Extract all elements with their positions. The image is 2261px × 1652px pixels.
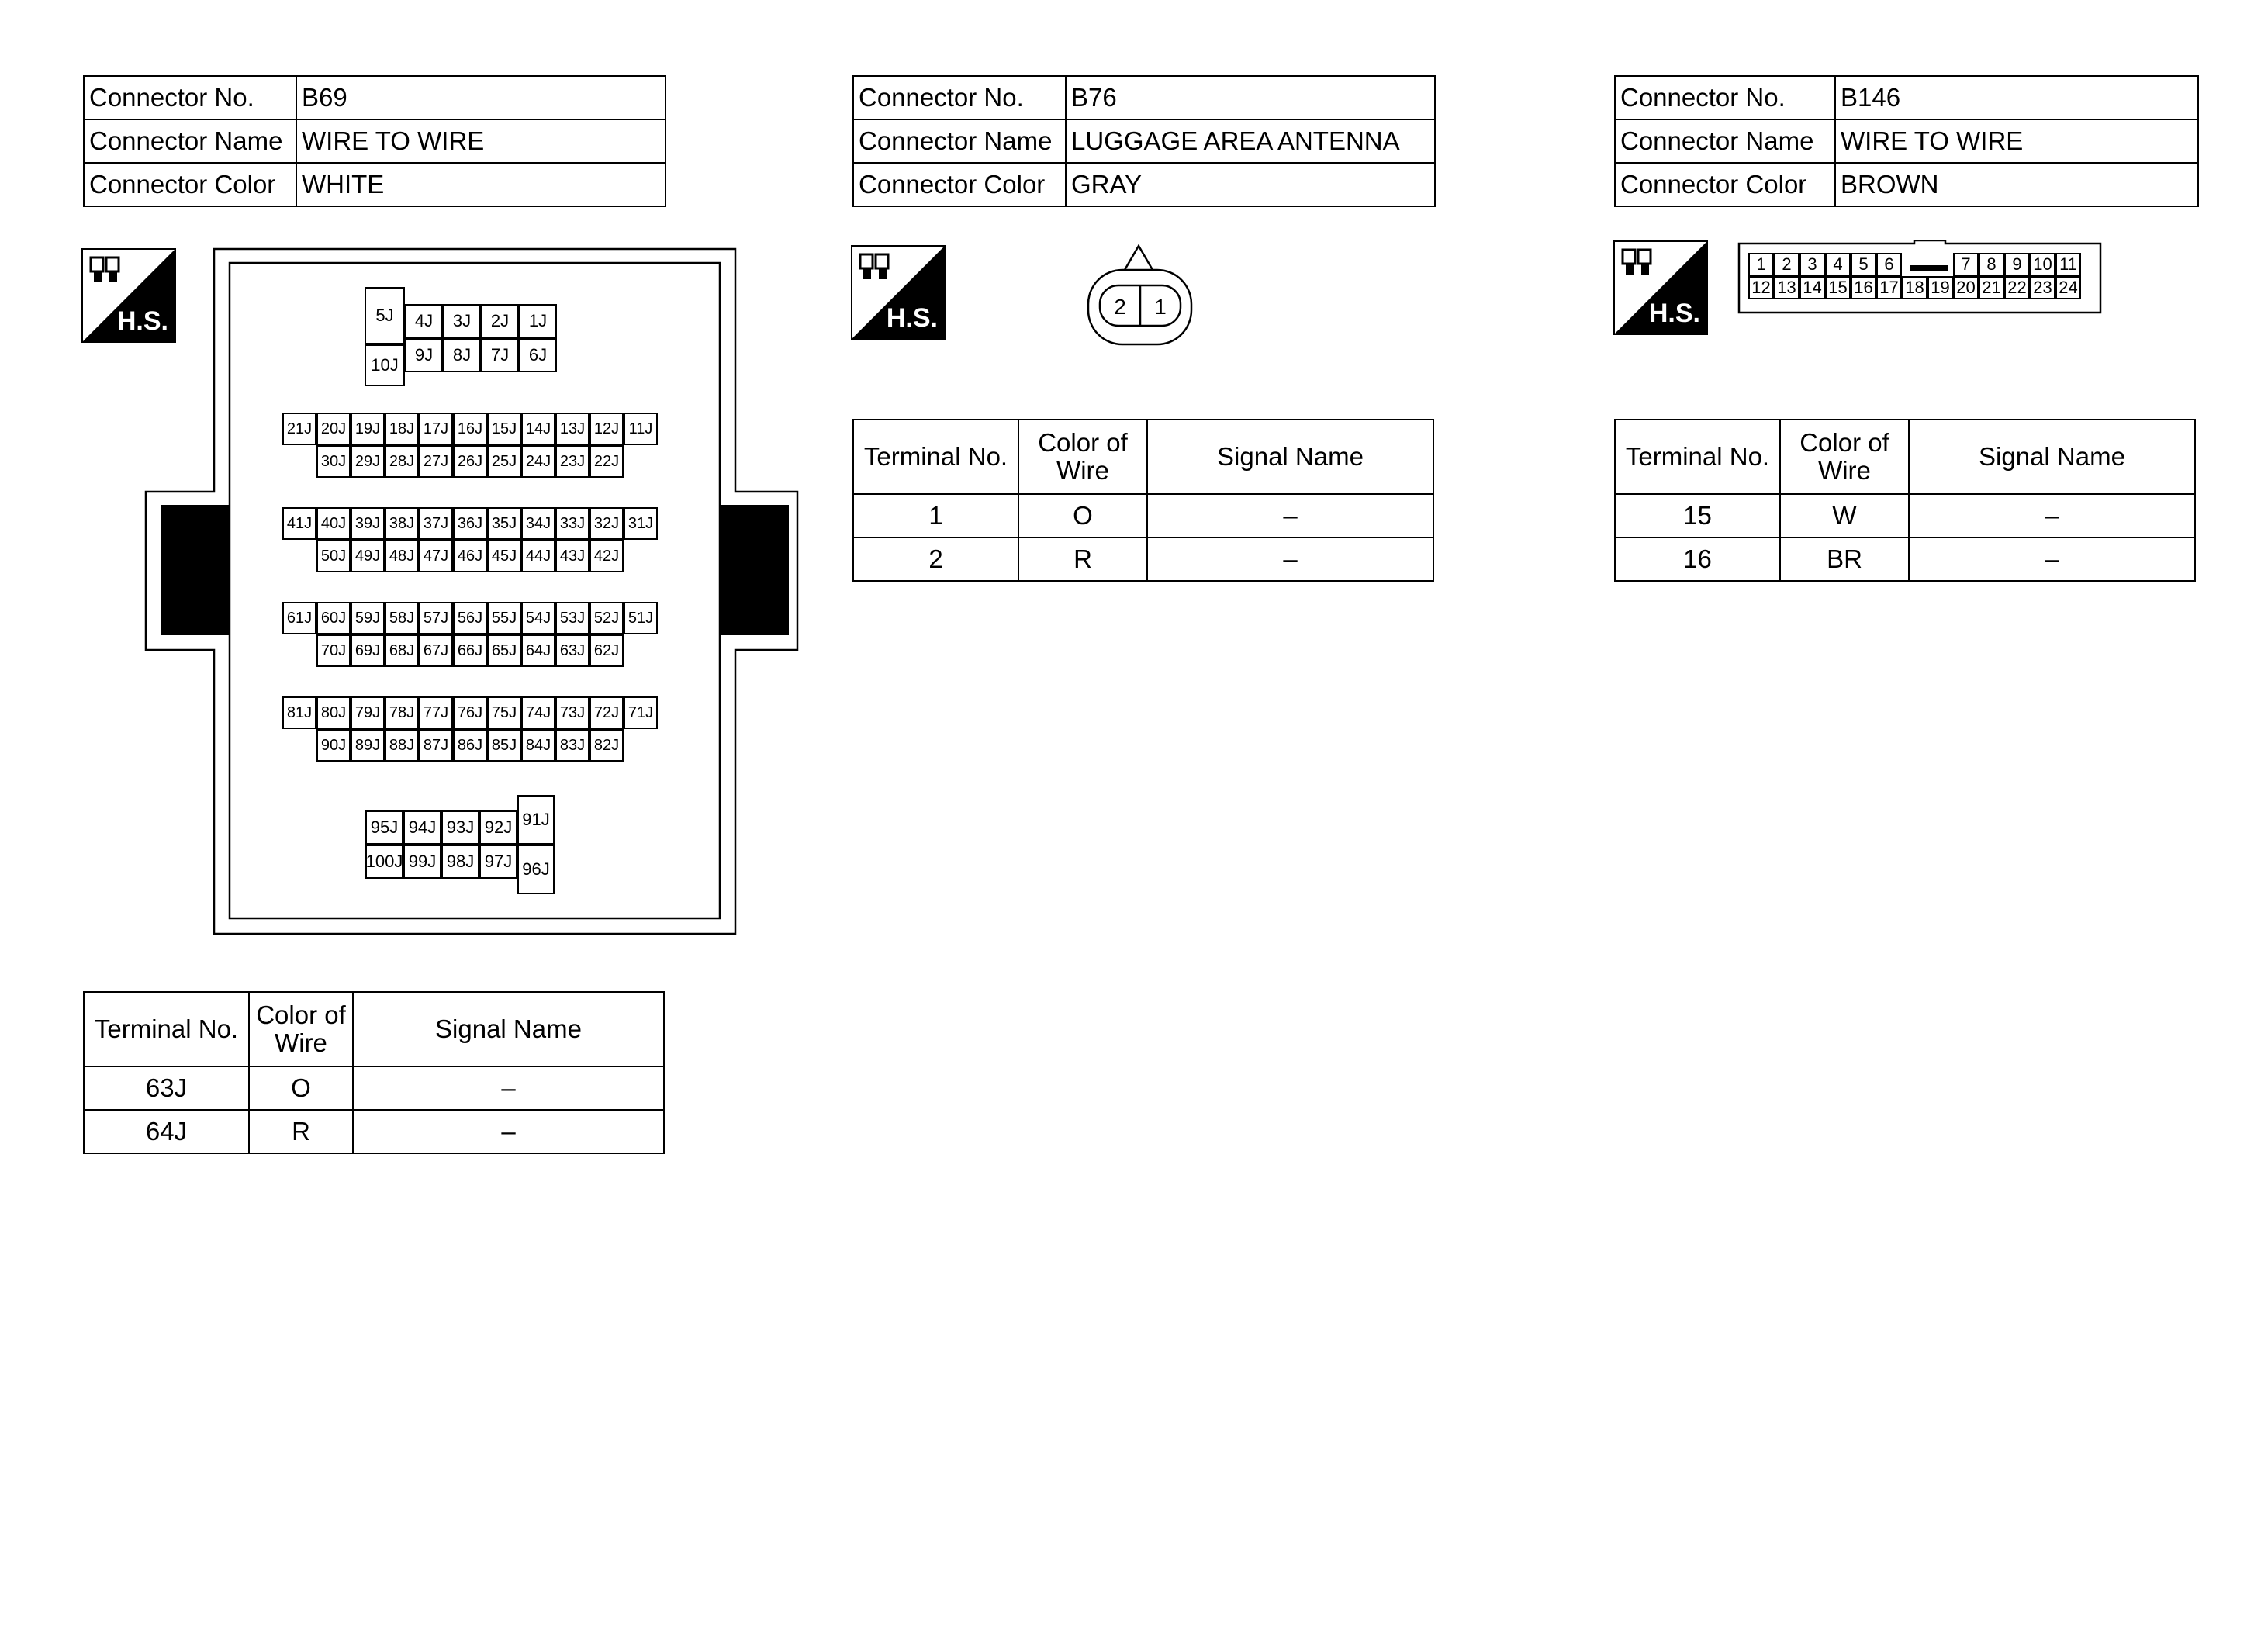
signal-name-cell: – <box>353 1066 664 1110</box>
pin-64J: 64J <box>521 634 555 667</box>
signal-name-header: Signal Name <box>1147 420 1433 494</box>
pin-1: 1 <box>1154 295 1167 319</box>
pin-14J: 14J <box>521 413 555 445</box>
pin-96J: 96J <box>517 845 555 894</box>
pin-21: 21 <box>1979 276 2004 299</box>
connector-name-value: LUGGAGE AREA ANTENNA <box>1066 119 1435 163</box>
pin-5: 5 <box>1851 253 1876 276</box>
pin-3J: 3J <box>443 304 481 338</box>
pin-22J: 22J <box>589 445 624 478</box>
connector-no-label: Connector No. <box>84 76 296 119</box>
pin-85J: 85J <box>487 729 521 762</box>
pin-8: 8 <box>1979 253 2004 276</box>
connector-info-table-b146 <box>1614 75 2199 207</box>
connector-color-row <box>1615 163 2198 206</box>
pin-65J: 65J <box>487 634 521 667</box>
pin-53J: 53J <box>555 602 589 634</box>
pin-56J: 56J <box>453 602 487 634</box>
pin-41J: 41J <box>282 507 316 540</box>
pin-11: 11 <box>2055 253 2081 276</box>
pin-82J: 82J <box>589 729 624 762</box>
signal-name-cell: – <box>1909 494 2195 537</box>
terminal-no-cell: 63J <box>84 1066 249 1110</box>
pin-16: 16 <box>1851 276 1876 299</box>
pin-40J: 40J <box>316 507 351 540</box>
pin-73J: 73J <box>555 696 589 729</box>
pin-1J: 1J <box>519 304 557 338</box>
pin-9J: 9J <box>405 338 443 372</box>
pin-17: 17 <box>1876 276 1902 299</box>
pin-7: 7 <box>1953 253 1979 276</box>
pin-23J: 23J <box>555 445 589 478</box>
wire-color-cell: O <box>249 1066 353 1110</box>
pin-59J: 59J <box>351 602 385 634</box>
terminal-table-b146 <box>1614 419 2196 582</box>
pin-79J: 79J <box>351 696 385 729</box>
pin-4: 4 <box>1825 253 1851 276</box>
pin-47J: 47J <box>419 540 453 572</box>
pin-92J: 92J <box>479 810 517 845</box>
pin-6: 6 <box>1876 253 1902 276</box>
connector-name-label: Connector Name <box>1615 119 1835 163</box>
signal-name-header: Signal Name <box>353 992 664 1066</box>
pin-90J: 90J <box>316 729 351 762</box>
pin-33J: 33J <box>555 507 589 540</box>
pin-15J: 15J <box>487 413 521 445</box>
harness-side-icon <box>1613 240 1708 335</box>
pin-86J: 86J <box>453 729 487 762</box>
pin-66J: 66J <box>453 634 487 667</box>
pin-16J: 16J <box>453 413 487 445</box>
connector-info-table-b76 <box>852 75 1436 207</box>
pin-21J: 21J <box>282 413 316 445</box>
pin-24: 24 <box>2055 276 2081 299</box>
table-row <box>1615 537 2195 581</box>
pin-29J: 29J <box>351 445 385 478</box>
connector-name-row <box>853 119 1435 163</box>
pin-18J: 18J <box>385 413 419 445</box>
connector-no-value: B76 <box>1066 76 1435 119</box>
terminal-no-cell: 15 <box>1615 494 1780 537</box>
terminal-table-b76 <box>852 419 1434 582</box>
pin-12J: 12J <box>589 413 624 445</box>
color-of-wire-header: Color of Wire <box>1018 420 1147 494</box>
pin-13J: 13J <box>555 413 589 445</box>
pin-30J: 30J <box>316 445 351 478</box>
pin-2: 2 <box>1774 253 1799 276</box>
pin-67J: 67J <box>419 634 453 667</box>
table-row <box>84 1110 664 1153</box>
terminal-no-cell: 16 <box>1615 537 1780 581</box>
pin-63J: 63J <box>555 634 589 667</box>
terminal-no-cell: 64J <box>84 1110 249 1153</box>
connector-name-label: Connector Name <box>84 119 296 163</box>
pin-77J: 77J <box>419 696 453 729</box>
pin-97J: 97J <box>479 845 517 879</box>
pin-28J: 28J <box>385 445 419 478</box>
connector-name-label: Connector Name <box>853 119 1066 163</box>
wire-color-cell: BR <box>1780 537 1909 581</box>
pin-20: 20 <box>1953 276 1979 299</box>
pin-43J: 43J <box>555 540 589 572</box>
table-row <box>84 1066 664 1110</box>
hs-label: H.S. <box>1648 299 1700 328</box>
terminal-no-cell: 2 <box>853 537 1018 581</box>
connector-no-row <box>1615 76 2198 119</box>
pin-55J: 55J <box>487 602 521 634</box>
pin-19: 19 <box>1927 276 1953 299</box>
pin-10: 10 <box>2030 253 2055 276</box>
pin-91J: 91J <box>517 795 555 845</box>
pin-71J: 71J <box>624 696 658 729</box>
pin-94J: 94J <box>403 810 441 845</box>
pin-75J: 75J <box>487 696 521 729</box>
pin-23: 23 <box>2030 276 2055 299</box>
connector-name-value: WIRE TO WIRE <box>296 119 666 163</box>
pin-78J: 78J <box>385 696 419 729</box>
connector-color-value: BROWN <box>1835 163 2198 206</box>
pin-2J: 2J <box>481 304 519 338</box>
pin-19J: 19J <box>351 413 385 445</box>
pin-17J: 17J <box>419 413 453 445</box>
color-of-wire-header: Color of Wire <box>249 992 353 1066</box>
pin-24J: 24J <box>521 445 555 478</box>
terminal-table-b69 <box>83 991 665 1154</box>
pin-76J: 76J <box>453 696 487 729</box>
pin-11J: 11J <box>624 413 658 445</box>
pin-84J: 84J <box>521 729 555 762</box>
pin-8J: 8J <box>443 338 481 372</box>
connector-no-value: B146 <box>1835 76 2198 119</box>
pin-42J: 42J <box>589 540 624 572</box>
pin-7J: 7J <box>481 338 519 372</box>
pin-27J: 27J <box>419 445 453 478</box>
pin-61J: 61J <box>282 602 316 634</box>
connector-name-value: WIRE TO WIRE <box>1835 119 2198 163</box>
pin-62J: 62J <box>589 634 624 667</box>
pin-99J: 99J <box>403 845 441 879</box>
pin-48J: 48J <box>385 540 419 572</box>
connector-info-table-b69 <box>83 75 666 207</box>
wire-color-cell: R <box>1018 537 1147 581</box>
signal-name-cell: – <box>1147 537 1433 581</box>
pin-10J: 10J <box>365 344 405 386</box>
pin-60J: 60J <box>316 602 351 634</box>
color-of-wire-header: Color of Wire <box>1780 420 1909 494</box>
terminal-no-header: Terminal No. <box>1615 420 1780 494</box>
connector-color-row <box>84 163 666 206</box>
connector-no-label: Connector No. <box>1615 76 1835 119</box>
pin-36J: 36J <box>453 507 487 540</box>
pin-58J: 58J <box>385 602 419 634</box>
pin-9: 9 <box>2004 253 2030 276</box>
table-row <box>853 494 1433 537</box>
terminal-header-row <box>84 992 664 1066</box>
pin-22: 22 <box>2004 276 2030 299</box>
pin-3: 3 <box>1799 253 1825 276</box>
pin-46J: 46J <box>453 540 487 572</box>
pin-49J: 49J <box>351 540 385 572</box>
connector-color-row <box>853 163 1435 206</box>
pin-89J: 89J <box>351 729 385 762</box>
pin-18: 18 <box>1902 276 1927 299</box>
pin-39J: 39J <box>351 507 385 540</box>
connector-name-row <box>84 119 666 163</box>
table-row <box>853 537 1433 581</box>
pin-80J: 80J <box>316 696 351 729</box>
pin-95J: 95J <box>365 810 403 845</box>
connector-face-b76 <box>1086 242 1194 347</box>
pin-87J: 87J <box>419 729 453 762</box>
pin-57J: 57J <box>419 602 453 634</box>
connector-color-value: WHITE <box>296 163 666 206</box>
pin-37J: 37J <box>419 507 453 540</box>
connector-color-label: Connector Color <box>84 163 296 206</box>
pin-98J: 98J <box>441 845 479 879</box>
terminal-no-header: Terminal No. <box>853 420 1018 494</box>
terminal-header-row <box>1615 420 2195 494</box>
pin-34J: 34J <box>521 507 555 540</box>
pin-6J: 6J <box>519 338 557 372</box>
pin-38J: 38J <box>385 507 419 540</box>
harness-side-icon <box>851 245 946 340</box>
hs-label: H.S. <box>886 303 938 333</box>
connector-no-value: B69 <box>296 76 666 119</box>
wire-color-cell: W <box>1780 494 1909 537</box>
pin-5J: 5J <box>365 287 405 344</box>
pin-4J: 4J <box>405 304 443 338</box>
connector-color-label: Connector Color <box>853 163 1066 206</box>
connector-color-label: Connector Color <box>1615 163 1835 206</box>
pin-52J: 52J <box>589 602 624 634</box>
pin-69J: 69J <box>351 634 385 667</box>
pin-2: 2 <box>1114 295 1126 319</box>
pin-51J: 51J <box>624 602 658 634</box>
pin-70J: 70J <box>316 634 351 667</box>
connector-no-row <box>84 76 666 119</box>
pin-25J: 25J <box>487 445 521 478</box>
pin-26J: 26J <box>453 445 487 478</box>
pin-14: 14 <box>1799 276 1825 299</box>
terminal-no-header: Terminal No. <box>84 992 249 1066</box>
pin-68J: 68J <box>385 634 419 667</box>
wire-color-cell: O <box>1018 494 1147 537</box>
pin-31J: 31J <box>624 507 658 540</box>
signal-name-cell: – <box>353 1110 664 1153</box>
signal-name-cell: – <box>1909 537 2195 581</box>
table-row <box>1615 494 2195 537</box>
terminal-header-row <box>853 420 1433 494</box>
signal-name-header: Signal Name <box>1909 420 2195 494</box>
terminal-no-cell: 1 <box>853 494 1018 537</box>
connector-no-label: Connector No. <box>853 76 1066 119</box>
pin-45J: 45J <box>487 540 521 572</box>
pin-88J: 88J <box>385 729 419 762</box>
pin-54J: 54J <box>521 602 555 634</box>
signal-name-cell: – <box>1147 494 1433 537</box>
pin-72J: 72J <box>589 696 624 729</box>
hs-label: H.S. <box>116 306 168 336</box>
connector-no-row <box>853 76 1435 119</box>
pin-35J: 35J <box>487 507 521 540</box>
pin-83J: 83J <box>555 729 589 762</box>
wire-color-cell: R <box>249 1110 353 1153</box>
pin-13: 13 <box>1774 276 1799 299</box>
pin-1: 1 <box>1748 253 1774 276</box>
pin-50J: 50J <box>316 540 351 572</box>
pin-12: 12 <box>1748 276 1774 299</box>
connector-name-row <box>1615 119 2198 163</box>
pin-100J: 100J <box>365 845 403 879</box>
pin-32J: 32J <box>589 507 624 540</box>
pin-74J: 74J <box>521 696 555 729</box>
pin-15: 15 <box>1825 276 1851 299</box>
pin-93J: 93J <box>441 810 479 845</box>
pin-44J: 44J <box>521 540 555 572</box>
pin-81J: 81J <box>282 696 316 729</box>
connector-color-value: GRAY <box>1066 163 1435 206</box>
pin-20J: 20J <box>316 413 351 445</box>
